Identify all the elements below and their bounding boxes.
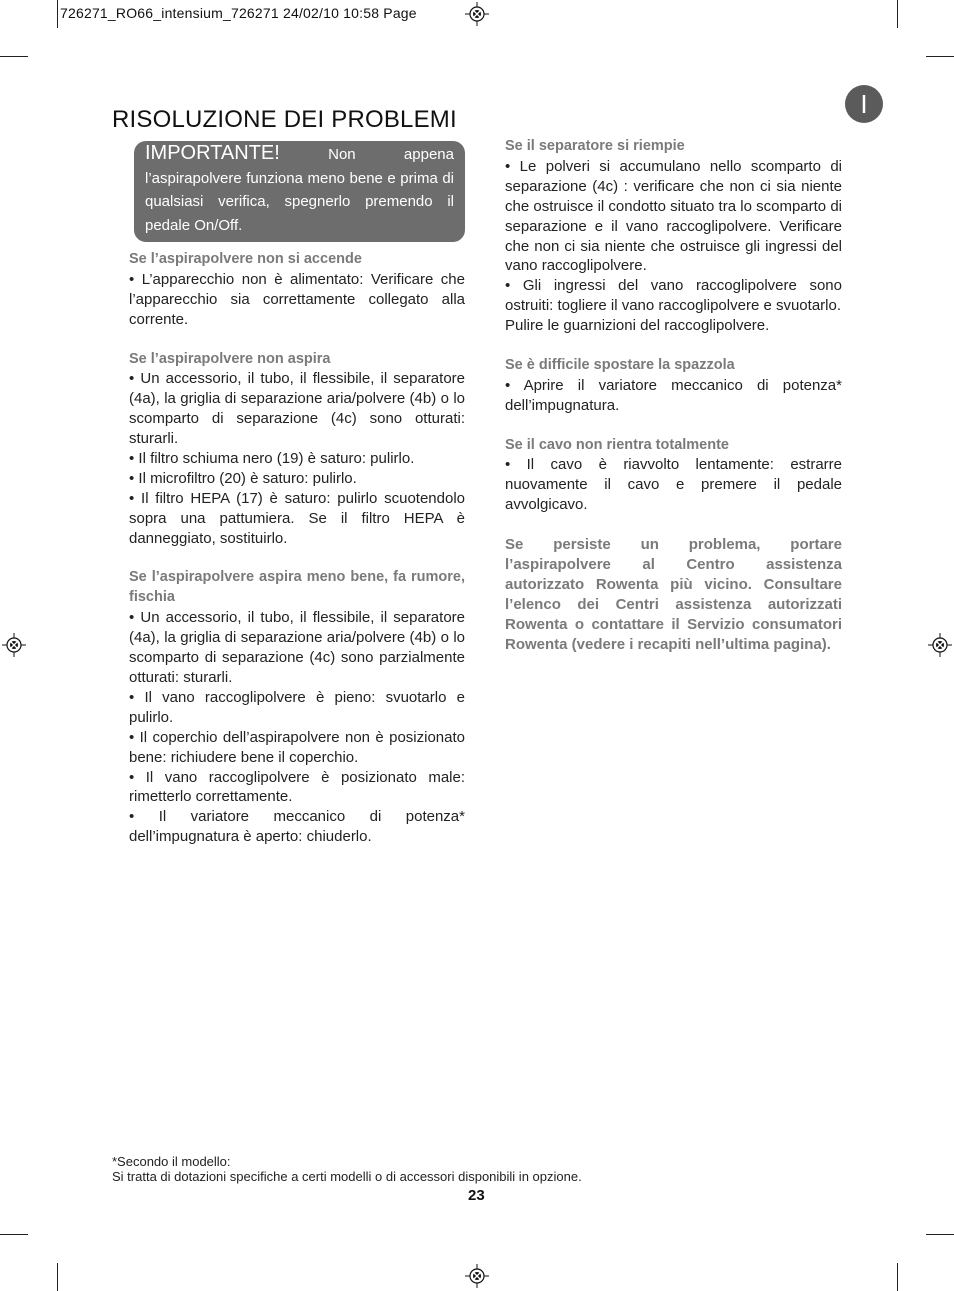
crosshair-circle-icon — [465, 1264, 489, 1288]
crop-mark — [0, 56, 28, 57]
crop-mark — [926, 1234, 954, 1235]
section-heading: Se l’aspirapolvere aspira meno bene, fa rumore, fischia — [129, 569, 465, 606]
crosshair-circle-icon — [928, 633, 952, 657]
footnote-line: *Secondo il modello: — [112, 1154, 231, 1169]
list-item: Pulire le guarnizioni del raccoglipolvere. — [505, 317, 770, 335]
right-column — [505, 137, 842, 655]
left-column — [129, 250, 465, 847]
page-number: 23 — [468, 1187, 485, 1204]
page-title: RISOLUZIONE DEI PROBLEMI — [112, 106, 457, 133]
closing-note: Se persiste un problema, portare l’aspirapolvere al Centro assistenza autorizzato Rowenta più vicino. Consultare l’elenco dei Centri assistenza autorizzati Rowenta o contattare il Servizio consumatori Rowenta (vedere i recapiti nell’ultima pagina). — [505, 536, 842, 653]
crop-mark — [926, 56, 954, 57]
crop-mark — [57, 0, 58, 28]
list-item: • Il filtro schiuma nero (19) è saturo: pulirlo. — [129, 450, 415, 468]
crop-mark — [0, 1234, 28, 1235]
section-heading: Se il separatore si riempie — [505, 138, 685, 154]
list-item: • Gli ingressi del vano raccoglipolvere sono ostruiti: togliere il vano raccoglipolvere e svuotarlo. — [505, 277, 842, 315]
important-notice — [134, 141, 465, 242]
section-heading: Se è difficile spostare la spazzola — [505, 356, 735, 373]
crosshair-circle-icon — [2, 633, 26, 657]
section-heading: Se l’aspirapolvere non aspira — [129, 350, 331, 367]
list-item: • Il cavo è riavvolto lentamente: estrarre nuovamente il cavo e premere il pedale avvolgicavo. — [505, 456, 842, 514]
section-heading: Se l’aspirapolvere non si accende — [129, 251, 362, 267]
list-item: • Il vano raccoglipolvere è pieno: svuotarlo e pulirlo. — [129, 688, 465, 726]
footnote-line: Si tratta di dotazioni specifiche a certi modelli o di accessori disponibili in opzione. — [112, 1169, 582, 1184]
notice-paragraph — [145, 142, 454, 237]
crop-mark — [57, 1263, 58, 1291]
list-item: • Il coperchio dell’aspirapolvere non è posizionato bene: richiudere bene il coperchio. — [129, 728, 465, 766]
list-item: • Il vano raccoglipolvere è posizionato male: rimetterlo correttamente. — [129, 768, 465, 806]
list-item: • Un accessorio, il tubo, il flessibile, il separatore (4a), la griglia di separazione aria/polvere (4b) o lo scomparto di separazione (4c) sono otturati: sturarli. — [129, 370, 465, 448]
list-item: • Il filtro HEPA (17) è saturo: pulirlo scuotendolo sopra una pattumiera. Se il filtro HEPA è danneggiato, sostituirlo. — [129, 489, 465, 547]
footnote — [112, 1154, 582, 1184]
language-badge: I — [845, 85, 883, 123]
crop-mark — [897, 1263, 898, 1291]
print-slug: 726271_RO66_intensium_726271 24/02/10 10:58 Page — [60, 5, 417, 21]
list-item: • Il variatore meccanico di potenza* dell’impugnatura è aperto: chiuderlo. — [129, 808, 465, 846]
notice-lead: IMPORTANTE! — [145, 142, 280, 164]
list-item: • Un accessorio, il tubo, il flessibile, il separatore (4a), la griglia di separazione aria/polvere (4b) o lo scomparto di separazione (4c) sono parzialmente otturati: sturarli. — [129, 609, 465, 686]
crosshair-circle-icon — [465, 2, 489, 26]
list-item: • Il microfiltro (20) è saturo: pulirlo. — [129, 469, 357, 487]
notice-text: Non appena l’aspirapolvere funziona meno bene e prima di qualsiasi verifica, spegnerlo premendo il pedale On/Off. — [145, 146, 454, 234]
list-item: • Le polveri si accumulano nello scomparto di separazione (4c) : verificare che non ci sia niente che ostruisce il condotto situato tra lo scomparto di separazione e il vano raccoglipolvere. Verificare che non ci sia niente che ostruisce gli ingressi del vano raccoglipolvere. — [505, 157, 842, 275]
crop-mark — [897, 0, 898, 28]
list-item: • Aprire il variatore meccanico di potenza* dell’impugnatura. — [505, 376, 842, 414]
list-item: • L’apparecchio non è alimentato: Verificare che l’apparecchio sia correttamente collegato alla corrente. — [129, 270, 465, 328]
section-heading: Se il cavo non rientra totalmente — [505, 436, 729, 453]
